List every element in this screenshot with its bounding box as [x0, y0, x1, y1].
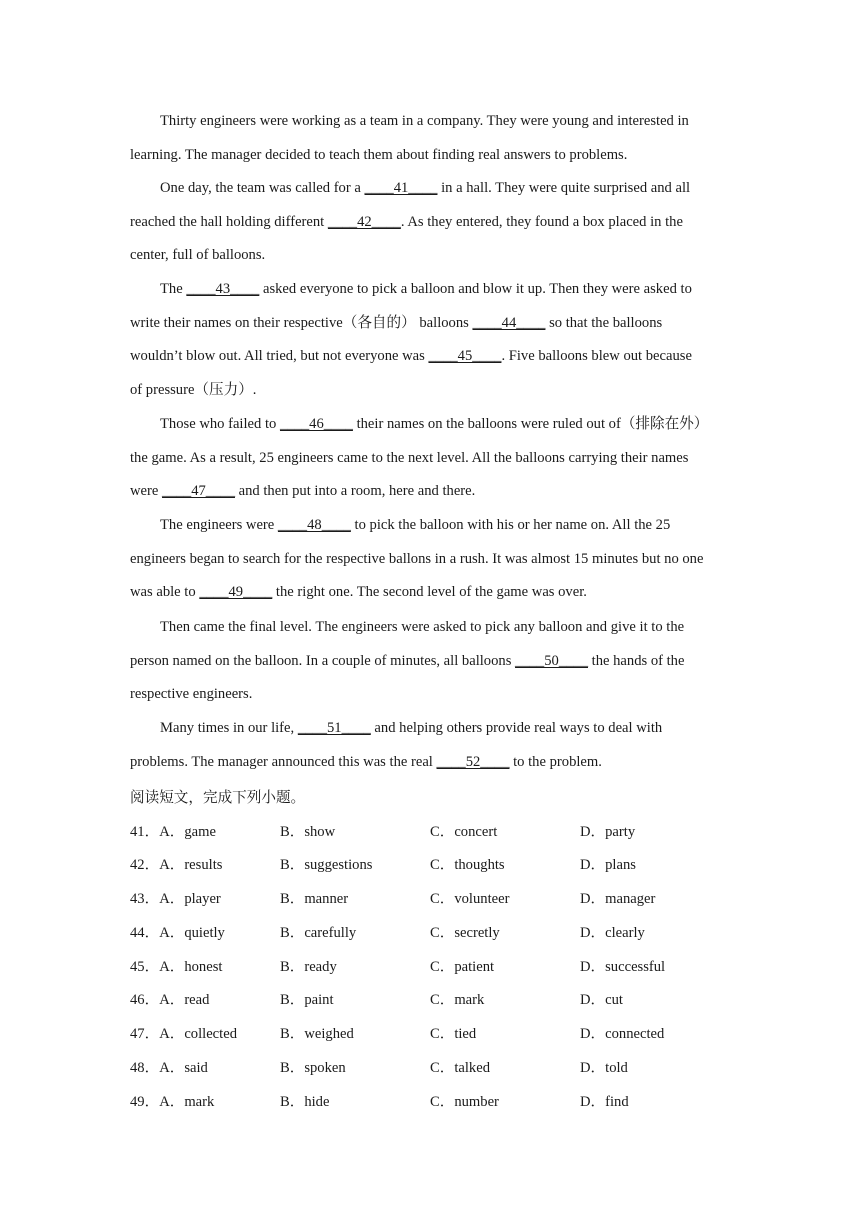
text-segment: the right one. The second level of the game was over.	[272, 584, 587, 601]
option-b: B．carefully	[280, 925, 357, 941]
paragraph-1	[130, 105, 730, 172]
option-a: 44．A．quietly	[130, 925, 225, 941]
option-c: C．mark	[430, 992, 485, 1008]
blank-50: ____50____	[515, 652, 588, 669]
text-line	[130, 408, 730, 442]
text-segment: person named on the balloon. In a couple of minutes, all balloons	[130, 652, 516, 669]
blank-41: ____41____	[364, 180, 438, 196]
text-line	[130, 712, 730, 746]
option-b: B．manner	[280, 891, 349, 907]
question-row	[130, 955, 750, 979]
text-line: the game. As a result, 25 engineers came to the next level. All the balloons carrying their names	[130, 449, 689, 466]
text-line	[130, 576, 730, 610]
option-a: 41．A．game	[130, 824, 216, 840]
question-row	[130, 853, 750, 877]
option-d: D．party	[580, 824, 636, 840]
option-a: 48．A．said	[130, 1060, 208, 1076]
blank-47: ____47____	[162, 483, 235, 500]
text-segment: Those who failed to	[160, 416, 280, 432]
paragraph-6	[130, 611, 730, 712]
text-line	[130, 340, 730, 374]
text-segment: . Five balloons blew out because	[501, 348, 692, 365]
text-segment: The	[160, 281, 187, 297]
text-segment: to the problem.	[509, 753, 602, 770]
text-line: center, full of balloons.	[130, 247, 266, 264]
text-segment: and helping others provide real ways to deal with	[370, 720, 663, 736]
paragraph-4	[130, 408, 730, 509]
text-line: Then came the final level. The engineers were asked to pick any balloon and give it to the	[160, 619, 685, 635]
option-c: C．patient	[430, 959, 495, 975]
option-d: D．successful	[580, 959, 666, 975]
text-line	[130, 645, 730, 679]
blank-51: ____51____	[297, 720, 371, 736]
text-line	[130, 475, 730, 509]
option-d: D．plans	[580, 857, 636, 873]
text-segment: and then put into a room, here and there.	[234, 483, 476, 500]
text-segment: to pick the balloon with his or her name on. All the 25	[350, 517, 671, 533]
option-d: D．connected	[580, 1026, 665, 1042]
option-d: D．cut	[580, 992, 623, 1008]
text-line	[130, 273, 730, 307]
blank-52: ____52____	[436, 753, 510, 770]
option-b: B．paint	[280, 992, 334, 1008]
text-segment: so that the balloons	[545, 314, 663, 331]
text-segment: their names on the balloons were ruled out of（排除在外）	[352, 416, 709, 432]
text-segment: Many times in our life,	[160, 720, 298, 736]
question-row	[130, 887, 750, 911]
text-line	[130, 307, 730, 341]
option-d: D．find	[580, 1094, 629, 1110]
paragraph-3	[130, 273, 730, 407]
option-a: 49．A．mark	[130, 1094, 215, 1110]
option-b: B．show	[280, 824, 336, 840]
text-line: Thirty engineers were working as a team in a company. They were young and interested in	[160, 113, 689, 129]
text-segment: in a hall. They were quite surprised and all	[437, 180, 691, 196]
option-b: B．suggestions	[280, 857, 373, 873]
option-c: C．concert	[430, 824, 498, 840]
option-c: C．tied	[430, 1026, 477, 1042]
option-d: D．clearly	[580, 925, 645, 941]
blank-49: ____49____	[199, 584, 273, 601]
blank-42: ____42____	[327, 213, 401, 230]
option-a: 45．A．honest	[130, 959, 223, 975]
option-c: C．talked	[430, 1060, 490, 1076]
paragraph-2	[130, 172, 730, 273]
blank-44: ____44____	[472, 314, 546, 331]
blank-43: ____43____	[186, 281, 260, 297]
option-b: B．ready	[280, 959, 337, 975]
text-line: learning. The manager decided to teach them about finding real answers to problems.	[130, 146, 628, 163]
text-segment: was able to	[130, 584, 200, 601]
option-a: 46．A．read	[130, 992, 210, 1008]
text-segment: problems. The manager announced this was the real	[130, 753, 437, 770]
text-line: engineers began to search for the respective ballons in a rush. It was almost 15 minutes but no one	[130, 550, 704, 567]
paragraph-5	[130, 509, 730, 610]
text-segment: asked everyone to pick a balloon and blow it up. Then they were asked to	[259, 281, 692, 297]
question-row	[130, 1056, 750, 1080]
blank-48: ____48____	[277, 517, 351, 533]
text-line	[130, 746, 730, 780]
question-row	[130, 921, 750, 945]
option-a: 42．A．results	[130, 857, 223, 873]
option-b: B．hide	[280, 1094, 330, 1110]
text-segment: write their names on their respective（各自的） balloons	[130, 314, 473, 331]
text-segment: . As they entered, they found a box placed in the	[400, 213, 683, 230]
option-c: C．volunteer	[430, 891, 510, 907]
text-segment: wouldn’t blow out. All tried, but not everyone was	[130, 348, 429, 365]
text-line	[130, 172, 730, 206]
blank-45: ____45____	[428, 348, 502, 365]
option-d: D．told	[580, 1060, 628, 1076]
text-line	[130, 509, 730, 543]
text-segment: reached the hall holding different	[130, 213, 328, 230]
text-segment: the hands of the	[588, 652, 685, 669]
blank-46: ____46____	[279, 416, 353, 432]
option-b: B．weighed	[280, 1026, 354, 1042]
option-a: 43．A．player	[130, 891, 221, 907]
instruction-text: 阅读短文，完成下列小题。	[130, 789, 306, 806]
paragraph-7	[130, 712, 730, 779]
question-row	[130, 1022, 750, 1046]
option-b: B．spoken	[280, 1060, 346, 1076]
text-line	[130, 206, 730, 240]
text-line: respective engineers.	[130, 686, 253, 703]
option-a: 47．A．collected	[130, 1026, 237, 1042]
text-segment: were	[130, 483, 163, 500]
text-line: of pressure（压力）.	[130, 381, 257, 398]
text-segment: One day, the team was called for a	[160, 180, 365, 196]
question-row	[130, 820, 750, 844]
option-c: C．thoughts	[430, 857, 505, 873]
option-c: C．number	[430, 1094, 499, 1110]
question-row	[130, 1090, 750, 1114]
option-c: C．secretly	[430, 925, 500, 941]
text-segment: The engineers were	[160, 517, 278, 533]
option-d: D．manager	[580, 891, 656, 907]
question-row	[130, 988, 750, 1012]
